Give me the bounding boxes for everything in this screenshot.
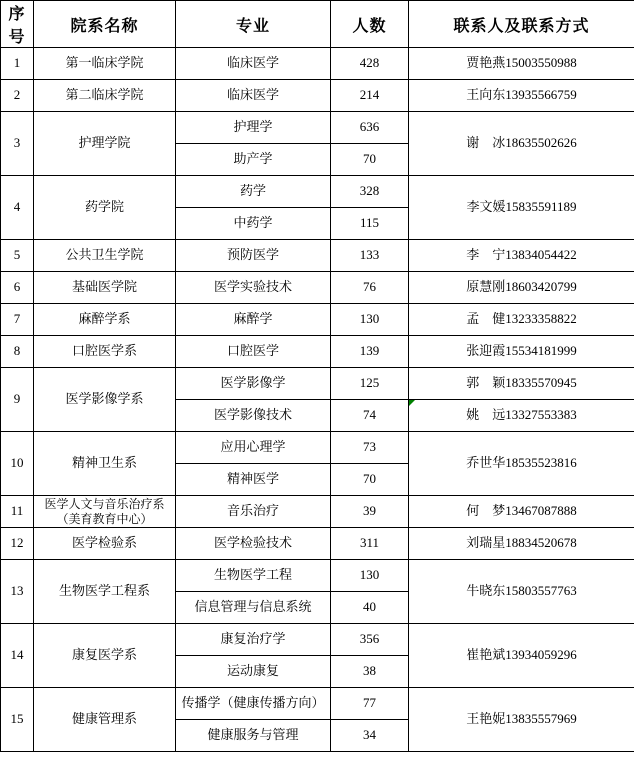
student-count-cell: 40 bbox=[331, 592, 409, 624]
major-name-cell: 应用心理学 bbox=[176, 432, 331, 464]
department-name-cell bbox=[34, 240, 176, 272]
row-number-cell: 13 bbox=[1, 560, 34, 624]
table-row bbox=[1, 80, 634, 112]
table-row bbox=[1, 528, 634, 560]
department-name-line1: 药学院 bbox=[84, 199, 124, 215]
department-name-line1: 健康管理系 bbox=[71, 711, 137, 727]
department-name-cell bbox=[34, 496, 176, 528]
department-name-line1: 医学检验系 bbox=[71, 535, 137, 551]
row-number-cell: 11 bbox=[1, 496, 34, 528]
department-name-line1: 医学人文与音乐治疗系 bbox=[44, 496, 165, 511]
department-name-line1: 口腔医学系 bbox=[71, 343, 137, 359]
department-name-line1: 生物医学工程系 bbox=[58, 583, 150, 599]
department-name-line1: 第一临床学院 bbox=[65, 55, 144, 71]
department-name-cell bbox=[34, 112, 176, 176]
student-count-cell: 130 bbox=[331, 304, 409, 336]
row-number-cell: 3 bbox=[1, 112, 34, 176]
department-name-cell bbox=[34, 48, 176, 80]
contact-cell: 崔艳斌13934059296 bbox=[409, 624, 634, 688]
student-count-cell: 115 bbox=[331, 208, 409, 240]
major-name-cell: 运动康复 bbox=[176, 656, 331, 688]
student-count-cell: 428 bbox=[331, 48, 409, 80]
table-row bbox=[1, 48, 634, 80]
contact-cell: 李文媛15835591189 bbox=[409, 176, 634, 240]
header-cell-contact: 联系人及联系方式 bbox=[409, 1, 634, 48]
department-name-cell bbox=[34, 368, 176, 432]
major-name-cell: 口腔医学 bbox=[176, 336, 331, 368]
header-cell-major: 专业 bbox=[176, 1, 331, 48]
student-count-cell: 74 bbox=[331, 400, 409, 432]
student-count-cell: 139 bbox=[331, 336, 409, 368]
row-number-cell: 1 bbox=[1, 48, 34, 80]
department-name-cell bbox=[34, 432, 176, 496]
table-row bbox=[1, 112, 634, 144]
student-count-cell: 70 bbox=[331, 144, 409, 176]
table-row bbox=[1, 176, 634, 208]
department-name-line1: 第二临床学院 bbox=[65, 87, 144, 103]
student-count-cell: 73 bbox=[331, 432, 409, 464]
student-count-cell: 356 bbox=[331, 624, 409, 656]
major-name-cell: 生物医学工程 bbox=[176, 560, 331, 592]
header-cell-department: 院系名称 bbox=[34, 1, 176, 48]
contact-cell: 姚 远13327553383 bbox=[409, 400, 634, 432]
major-name-cell: 传播学（健康传播方向） bbox=[176, 688, 331, 720]
header-row bbox=[1, 1, 634, 48]
contact-cell: 王艳妮13835557969 bbox=[409, 688, 634, 752]
row-number-cell: 5 bbox=[1, 240, 34, 272]
row-number-cell: 9 bbox=[1, 368, 34, 432]
table-row bbox=[1, 496, 634, 528]
contact-cell: 乔世华18535523816 bbox=[409, 432, 634, 496]
department-name-line1: 公共卫生学院 bbox=[65, 247, 144, 263]
major-name-cell: 音乐治疗 bbox=[176, 496, 331, 528]
department-name-cell bbox=[34, 80, 176, 112]
department-name-cell bbox=[34, 272, 176, 304]
student-count-cell: 38 bbox=[331, 656, 409, 688]
row-number-cell: 4 bbox=[1, 176, 34, 240]
department-name-line1: 护理学院 bbox=[78, 135, 131, 151]
major-name-cell: 健康服务与管理 bbox=[176, 720, 331, 752]
contact-cell: 何 梦13467087888 bbox=[409, 496, 634, 528]
department-name-line1: 精神卫生系 bbox=[71, 455, 137, 471]
major-name-cell: 临床医学 bbox=[176, 80, 331, 112]
contact-cell: 原慧刚18603420799 bbox=[409, 272, 634, 304]
department-name-cell bbox=[34, 560, 176, 624]
department-name-line1: 医学影像学系 bbox=[65, 391, 144, 407]
student-count-cell: 130 bbox=[331, 560, 409, 592]
row-number-cell: 10 bbox=[1, 432, 34, 496]
contact-cell: 郭 颖18335570945 bbox=[409, 368, 634, 400]
major-name-cell: 中药学 bbox=[176, 208, 331, 240]
header-cell-count: 人数 bbox=[331, 1, 409, 48]
row-number-cell: 2 bbox=[1, 80, 34, 112]
contact-cell: 李 宁13834054422 bbox=[409, 240, 634, 272]
table-row bbox=[1, 336, 634, 368]
student-count-cell: 76 bbox=[331, 272, 409, 304]
row-number-cell: 15 bbox=[1, 688, 34, 752]
contact-cell: 贾艳燕15003550988 bbox=[409, 48, 634, 80]
department-name-cell bbox=[34, 176, 176, 240]
table-row bbox=[1, 688, 634, 720]
row-number-cell: 12 bbox=[1, 528, 34, 560]
student-count-cell: 311 bbox=[331, 528, 409, 560]
row-number-cell: 6 bbox=[1, 272, 34, 304]
table-row bbox=[1, 560, 634, 592]
major-name-cell: 信息管理与信息系统 bbox=[176, 592, 331, 624]
department-name-line1: 麻醉学系 bbox=[78, 311, 131, 327]
table-row bbox=[1, 272, 634, 304]
student-count-cell: 328 bbox=[331, 176, 409, 208]
table-row bbox=[1, 624, 634, 656]
contact-cell: 牛晓东15803557763 bbox=[409, 560, 634, 624]
cell-comment-marker-icon bbox=[409, 400, 415, 406]
contact-cell: 王向东13935566759 bbox=[409, 80, 634, 112]
major-name-cell: 临床医学 bbox=[176, 48, 331, 80]
major-name-cell: 助产学 bbox=[176, 144, 331, 176]
major-name-cell: 医学实验技术 bbox=[176, 272, 331, 304]
row-number-cell: 14 bbox=[1, 624, 34, 688]
major-name-cell: 医学检验技术 bbox=[176, 528, 331, 560]
contact-cell: 谢 冰18635502626 bbox=[409, 112, 634, 176]
table-row bbox=[1, 240, 634, 272]
department-name-cell bbox=[34, 304, 176, 336]
major-name-cell: 精神医学 bbox=[176, 464, 331, 496]
student-count-cell: 125 bbox=[331, 368, 409, 400]
student-count-cell: 214 bbox=[331, 80, 409, 112]
major-name-cell: 预防医学 bbox=[176, 240, 331, 272]
student-count-cell: 34 bbox=[331, 720, 409, 752]
department-name-cell bbox=[34, 624, 176, 688]
major-name-cell: 医学影像技术 bbox=[176, 400, 331, 432]
department-name-cell bbox=[34, 336, 176, 368]
student-count-cell: 636 bbox=[331, 112, 409, 144]
department-name-cell bbox=[34, 688, 176, 752]
table-row bbox=[1, 368, 634, 400]
department-name-cell bbox=[34, 528, 176, 560]
student-count-cell: 133 bbox=[331, 240, 409, 272]
student-count-cell: 77 bbox=[331, 688, 409, 720]
department-name-line1: 基础医学院 bbox=[71, 279, 137, 295]
major-name-cell: 药学 bbox=[176, 176, 331, 208]
contact-cell: 张迎霞15534181999 bbox=[409, 336, 634, 368]
table-row bbox=[1, 432, 634, 464]
contact-cell: 孟 健13233358822 bbox=[409, 304, 634, 336]
student-count-cell: 39 bbox=[331, 496, 409, 528]
student-count-cell: 70 bbox=[331, 464, 409, 496]
major-name-cell: 护理学 bbox=[176, 112, 331, 144]
header-cell-no: 序号 bbox=[1, 1, 34, 48]
department-name-line1: 康复医学系 bbox=[71, 647, 137, 663]
row-number-cell: 7 bbox=[1, 304, 34, 336]
major-name-cell: 麻醉学 bbox=[176, 304, 331, 336]
major-name-cell: 医学影像学 bbox=[176, 368, 331, 400]
contact-cell: 刘瑞星18834520678 bbox=[409, 528, 634, 560]
table-row bbox=[1, 304, 634, 336]
row-number-cell: 8 bbox=[1, 336, 34, 368]
department-name-line2: （美育教育中心） bbox=[56, 511, 153, 526]
major-name-cell: 康复治疗学 bbox=[176, 624, 331, 656]
